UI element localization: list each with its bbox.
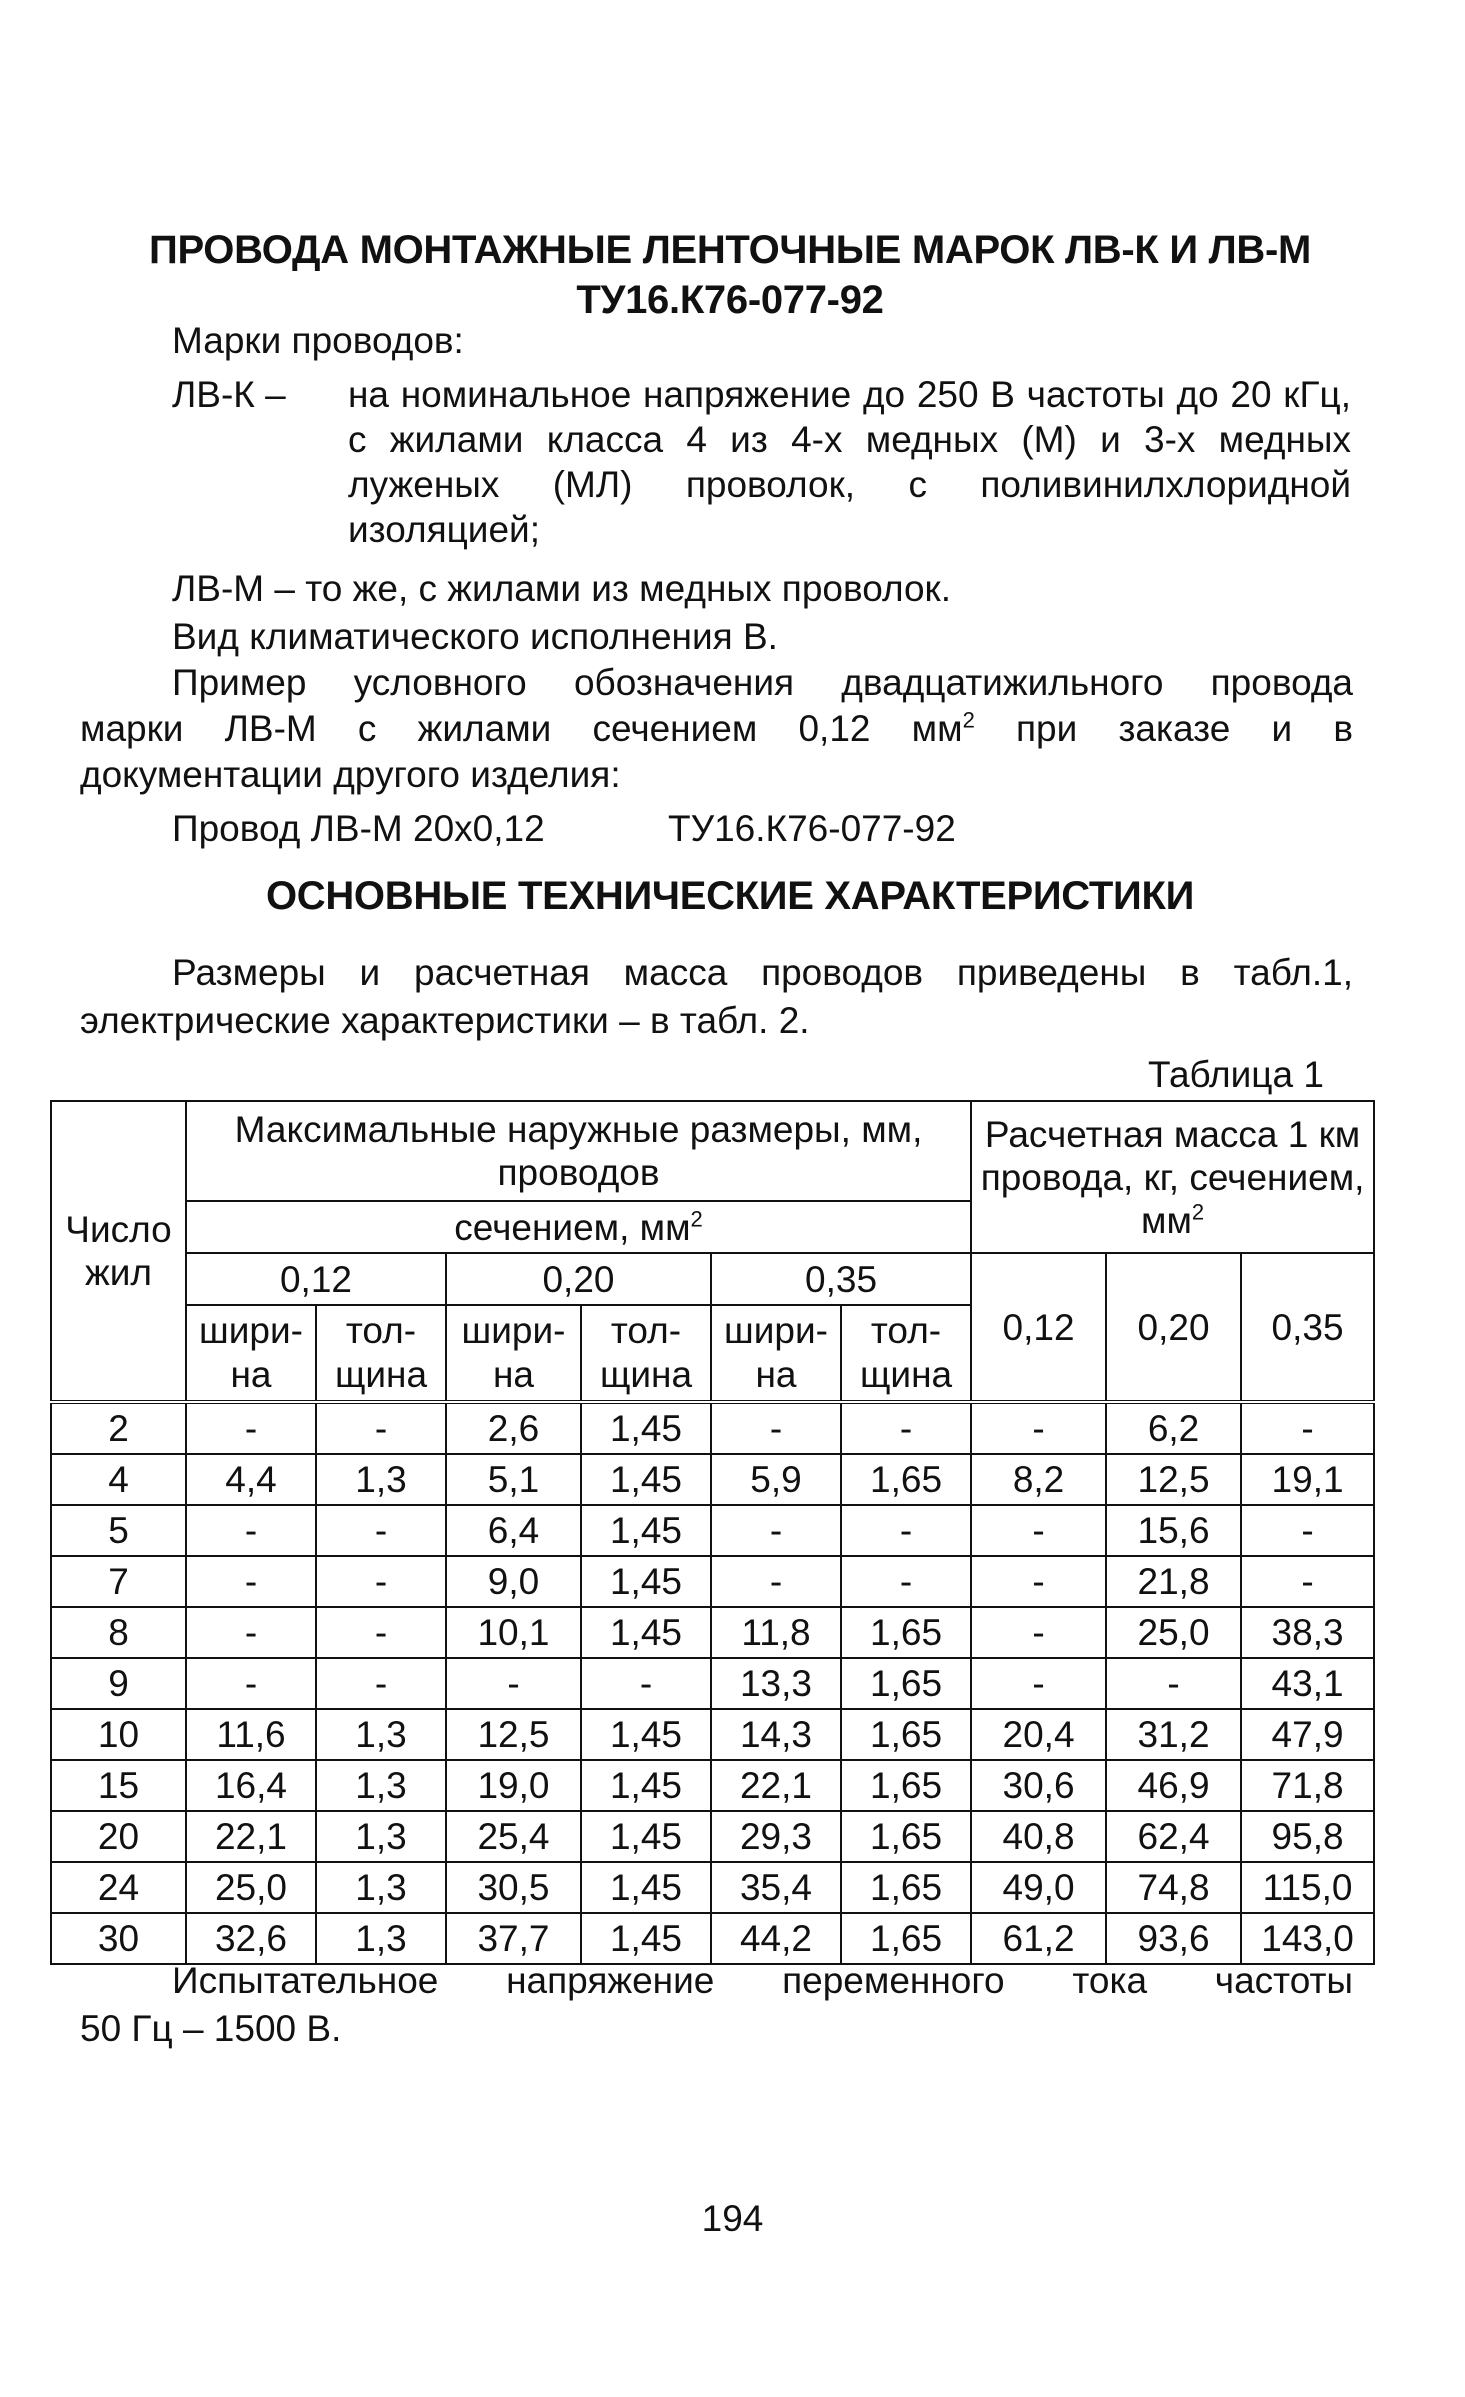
value-cell: - (971, 1607, 1106, 1658)
value-cell: - (316, 1556, 446, 1607)
value-cell: - (1106, 1658, 1241, 1709)
thickness-header: тол-щина (581, 1305, 711, 1402)
example-text-1: Пример условного обозначения двадцатижильного провода (172, 662, 1353, 703)
value-cell: 1,65 (841, 1811, 971, 1862)
value-cell: 6,4 (446, 1505, 581, 1556)
value-cell: 1,45 (581, 1709, 711, 1760)
section-title: ОСНОВНЫЕ ТЕХНИЧЕСКИЕ ХАРАКТЕРИСТИКИ (265, 874, 1195, 918)
section-paragraph-line-2: электрические характеристики – в табл. 2. (80, 1000, 810, 1041)
lvk-prefix: ЛВ-К – (172, 374, 286, 415)
value-cell: 6,2 (1106, 1402, 1241, 1454)
cores-cell: 10 (51, 1709, 186, 1760)
value-cell: 46,9 (1106, 1760, 1241, 1811)
value-cell: 37,7 (446, 1913, 581, 1964)
value-cell: 43,1 (1241, 1658, 1374, 1709)
value-cell: 115,0 (1241, 1862, 1374, 1913)
value-cell: 1,45 (581, 1811, 711, 1862)
value-cell: 19,0 (446, 1760, 581, 1811)
value-cell: 15,6 (1106, 1505, 1241, 1556)
example-line-2 (80, 706, 1353, 752)
dimensions-section-header (186, 1201, 971, 1253)
value-cell: 95,8 (1241, 1811, 1374, 1862)
value-cell: 1,45 (581, 1862, 711, 1913)
value-cell: - (1241, 1505, 1374, 1556)
table-caption: Таблица 1 (1148, 1054, 1324, 1095)
value-cell: - (971, 1505, 1106, 1556)
test-voltage-line-2: 50 Гц – 1500 В. (80, 2008, 342, 2049)
value-cell: 25,0 (1106, 1607, 1241, 1658)
dimensions-section-text: сечением, мм (454, 1206, 691, 1248)
value-cell: - (186, 1556, 316, 1607)
value-cell: 47,9 (1241, 1709, 1374, 1760)
value-cell: 11,8 (711, 1607, 841, 1658)
table-row (51, 1454, 1374, 1505)
table-header (51, 1101, 1374, 1402)
value-cell: 1,65 (841, 1454, 971, 1505)
width-header: шири-на (711, 1305, 841, 1402)
section-020-header: 0,20 (446, 1253, 711, 1305)
value-cell: 1,45 (581, 1402, 711, 1454)
value-cell: 4,4 (186, 1454, 316, 1505)
value-cell: 1,65 (841, 1658, 971, 1709)
brands-label: Марки проводов: (172, 320, 464, 361)
value-cell: 11,6 (186, 1709, 316, 1760)
cores-cell: 7 (51, 1556, 186, 1607)
value-cell: 1,45 (581, 1505, 711, 1556)
value-cell: 1,65 (841, 1709, 971, 1760)
example-line-1 (172, 660, 1353, 706)
cores-cell: 2 (51, 1402, 186, 1454)
value-cell: - (711, 1556, 841, 1607)
section-012-header: 0,12 (186, 1253, 446, 1305)
climate-version: Вид климатического исполнения В. (172, 616, 778, 657)
designation-spec: ТУ16.К76-077-92 (668, 808, 956, 849)
value-cell: 143,0 (1241, 1913, 1374, 1964)
section-035-header: 0,35 (711, 1253, 971, 1305)
value-cell: 22,1 (186, 1811, 316, 1862)
value-cell: 1,3 (316, 1862, 446, 1913)
test-voltage-text-1: Испытательное напряжение переменного тока частоты (172, 1960, 1353, 2001)
value-cell: 74,8 (1106, 1862, 1241, 1913)
value-cell: - (841, 1505, 971, 1556)
value-cell: 5,1 (446, 1454, 581, 1505)
value-cell: - (841, 1556, 971, 1607)
value-cell: 30,5 (446, 1862, 581, 1913)
value-cell: 12,5 (446, 1709, 581, 1760)
value-cell: 31,2 (1106, 1709, 1241, 1760)
value-cell: - (446, 1658, 581, 1709)
value-cell: 93,6 (1106, 1913, 1241, 1964)
value-cell: 62,4 (1106, 1811, 1241, 1862)
thickness-header: тол-щина (841, 1305, 971, 1402)
cores-cell: 8 (51, 1607, 186, 1658)
example-sup: 2 (962, 707, 975, 733)
value-cell: 9,0 (446, 1556, 581, 1607)
cores-cell: 9 (51, 1658, 186, 1709)
value-cell: 20,4 (971, 1709, 1106, 1760)
value-cell: 19,1 (1241, 1454, 1374, 1505)
cores-cell: 24 (51, 1862, 186, 1913)
cores-cell: 15 (51, 1760, 186, 1811)
value-cell: 1,45 (581, 1556, 711, 1607)
value-cell: - (316, 1505, 446, 1556)
value-cell: - (971, 1556, 1106, 1607)
value-cell: 61,2 (971, 1913, 1106, 1964)
table-row (51, 1607, 1374, 1658)
lvk-text: на номинальное напряжение до 250 В частоты до 20 кГц, с жилами класса 4 из 4-х медных (М) и 3-х медных луженых (МЛ) проволок, с поливинилхлоридной изоляцией; (348, 374, 1351, 550)
page-number: 194 (701, 2198, 764, 2239)
example-text-2b: при заказе и в (974, 708, 1353, 749)
cores-cell: 20 (51, 1811, 186, 1862)
wire-dimensions-table (50, 1100, 1375, 1965)
mass-012-header: 0,12 (971, 1253, 1106, 1402)
value-cell: 1,45 (581, 1760, 711, 1811)
value-cell: 1,3 (316, 1811, 446, 1862)
value-cell: 1,65 (841, 1760, 971, 1811)
value-cell: 1,45 (581, 1454, 711, 1505)
value-cell: - (316, 1658, 446, 1709)
value-cell: 21,8 (1106, 1556, 1241, 1607)
value-cell: 1,45 (581, 1607, 711, 1658)
table-row (51, 1505, 1374, 1556)
document-spec-code: ТУ16.К76-077-92 (576, 278, 884, 322)
section-paragraph-text-1: Размеры и расчетная масса проводов приведены в табл.1, (172, 952, 1353, 993)
table-row (51, 1811, 1374, 1862)
value-cell: - (186, 1402, 316, 1454)
table-body (51, 1402, 1374, 1964)
mass-header (971, 1101, 1374, 1253)
dimensions-header: Максимальные наружные размеры, мм, проводов (186, 1101, 971, 1201)
value-cell: 25,0 (186, 1862, 316, 1913)
value-cell: 14,3 (711, 1709, 841, 1760)
value-cell: - (186, 1607, 316, 1658)
cores-header: Число жил (51, 1101, 186, 1402)
lvk-description (348, 372, 1351, 552)
value-cell: 5,9 (711, 1454, 841, 1505)
cores-cell: 4 (51, 1454, 186, 1505)
value-cell: 12,5 (1106, 1454, 1241, 1505)
value-cell: 1,3 (316, 1454, 446, 1505)
value-cell: 38,3 (1241, 1607, 1374, 1658)
value-cell: - (711, 1402, 841, 1454)
value-cell: 1,65 (841, 1913, 971, 1964)
value-cell: - (581, 1658, 711, 1709)
width-header: шири-на (186, 1305, 316, 1402)
cores-cell: 5 (51, 1505, 186, 1556)
value-cell: - (711, 1505, 841, 1556)
value-cell: 32,6 (186, 1913, 316, 1964)
value-cell: 35,4 (711, 1862, 841, 1913)
value-cell: 29,3 (711, 1811, 841, 1862)
value-cell: 1,65 (841, 1607, 971, 1658)
value-cell: - (1241, 1402, 1374, 1454)
value-cell: 2,6 (446, 1402, 581, 1454)
example-text-2a: марки ЛВ-М с жилами сечением 0,12 мм (80, 708, 963, 749)
value-cell: 1,65 (841, 1862, 971, 1913)
mass-header-sup: 2 (1191, 1199, 1205, 1225)
value-cell: 22,1 (711, 1760, 841, 1811)
table-row (51, 1556, 1374, 1607)
test-voltage-line-1 (172, 1958, 1353, 2004)
value-cell: 13,3 (711, 1658, 841, 1709)
value-cell: - (971, 1658, 1106, 1709)
value-cell: 1,3 (316, 1709, 446, 1760)
value-cell: 49,0 (971, 1862, 1106, 1913)
table-row (51, 1913, 1374, 1964)
table-row (51, 1658, 1374, 1709)
dimensions-section-sup: 2 (690, 1206, 703, 1232)
mass-header-text: Расчетная масса 1 км провода, кг, сечением, мм (980, 1113, 1365, 1241)
mass-020-header: 0,20 (1106, 1253, 1241, 1402)
value-cell: 30,6 (971, 1760, 1106, 1811)
value-cell: 40,8 (971, 1811, 1106, 1862)
table-row (51, 1862, 1374, 1913)
width-header: шири-на (446, 1305, 581, 1402)
table-row (51, 1760, 1374, 1811)
value-cell: - (841, 1402, 971, 1454)
value-cell: - (316, 1607, 446, 1658)
cores-cell: 30 (51, 1913, 186, 1964)
value-cell: - (186, 1658, 316, 1709)
value-cell: - (186, 1505, 316, 1556)
value-cell: 1,45 (581, 1913, 711, 1964)
document-title: ПРОВОДА МОНТАЖНЫЕ ЛЕНТОЧНЫЕ МАРОК ЛВ-К И ЛВ-М (149, 228, 1311, 272)
lvm-description: ЛВ-М – то же, с жилами из медных проволок. (172, 568, 952, 609)
value-cell: 16,4 (186, 1760, 316, 1811)
table-row (51, 1402, 1374, 1454)
value-cell: - (971, 1402, 1106, 1454)
mass-035-header: 0,35 (1241, 1253, 1374, 1402)
designation-example: Провод ЛВ-М 20х0,12 (172, 808, 545, 849)
value-cell: 8,2 (971, 1454, 1106, 1505)
thickness-header: тол-щина (316, 1305, 446, 1402)
value-cell: 10,1 (446, 1607, 581, 1658)
value-cell: 1,3 (316, 1913, 446, 1964)
value-cell: 44,2 (711, 1913, 841, 1964)
value-cell: - (316, 1402, 446, 1454)
value-cell: 1,3 (316, 1760, 446, 1811)
example-line-3: документации другого изделия: (80, 754, 621, 795)
section-paragraph-line-1 (172, 950, 1353, 996)
value-cell: 71,8 (1241, 1760, 1374, 1811)
table-row (51, 1709, 1374, 1760)
value-cell: 25,4 (446, 1811, 581, 1862)
value-cell: - (1241, 1556, 1374, 1607)
